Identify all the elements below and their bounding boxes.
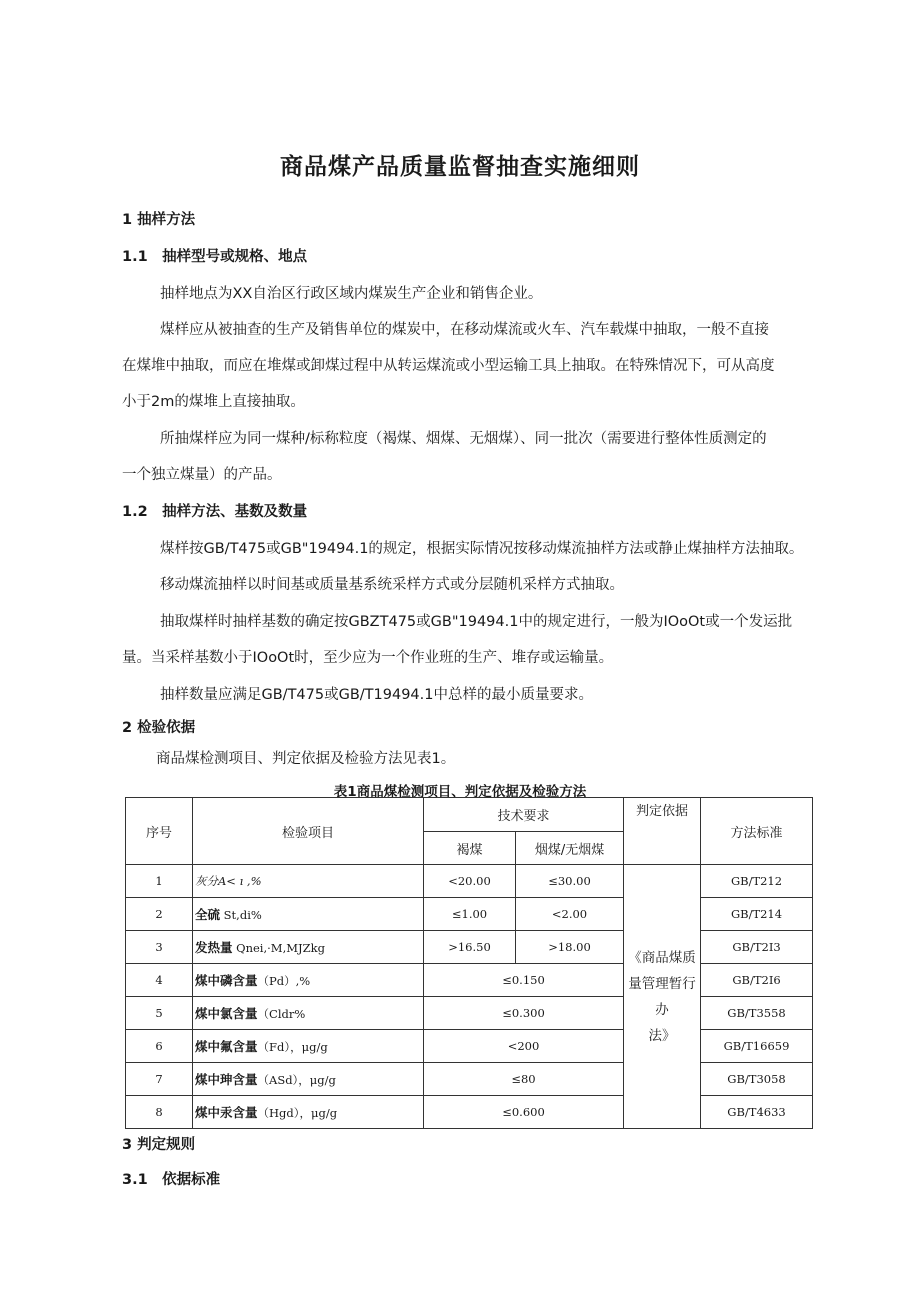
table-row	[126, 1030, 813, 1063]
basis-line: 量管理暂行	[628, 975, 696, 992]
row-no: 6	[126, 1030, 193, 1063]
row-lignite: <20.00	[424, 865, 516, 898]
table-row	[126, 898, 813, 931]
item-symbol: （Hgd），μg/g	[257, 1106, 338, 1120]
paragraph: 抽样地点为XX自治区行政区域内煤炭生产企业和销售企业。	[160, 286, 543, 302]
header-lignite: 褐煤	[424, 832, 516, 865]
item-name: 全硫	[195, 907, 221, 922]
paragraph-line: 一个独立煤量）的产品。	[122, 467, 282, 483]
row-method: GB/T2I6	[701, 964, 813, 997]
item-symbol: （ASd），μg/g	[257, 1073, 336, 1087]
row-no: 4	[126, 964, 193, 997]
row-no: 5	[126, 997, 193, 1030]
row-method: GB/T16659	[701, 1030, 813, 1063]
basis-line: 法》	[648, 1027, 676, 1044]
row-bituminous: <2.00	[516, 898, 624, 931]
row-bituminous: >18.00	[516, 931, 624, 964]
item-name: 煤中磷含量	[195, 973, 258, 988]
item-symbol: （Cldr%	[257, 1007, 306, 1021]
table-row	[126, 997, 813, 1030]
table-caption: 表1商品煤检测项目、判定依据及检验方法	[333, 784, 587, 800]
item-symbol: A< ı ,%	[218, 874, 262, 888]
paragraph: 商品煤检测项目、判定依据及检验方法见表1。	[156, 751, 456, 767]
row-requirement: ≤80	[424, 1063, 624, 1096]
row-item	[193, 997, 424, 1030]
row-item	[193, 931, 424, 964]
item-name: 发热量	[195, 940, 233, 955]
item-name: 灰分	[195, 874, 218, 888]
row-method: GB/T212	[701, 865, 813, 898]
row-item	[193, 964, 424, 997]
row-requirement: <200	[424, 1030, 624, 1063]
row-no: 1	[126, 865, 193, 898]
row-item	[193, 1030, 424, 1063]
paragraph-line: 量。当采样基数小于IOoOt时，至少应为一个作业班的生产、堆存或运输量。	[122, 650, 614, 666]
row-requirement: ≤0.150	[424, 964, 624, 997]
header-method: 方法标准	[701, 798, 813, 865]
row-method: GB/T3058	[701, 1063, 813, 1096]
row-requirement: ≤0.300	[424, 997, 624, 1030]
item-name: 煤中珅含量	[195, 1072, 258, 1087]
section-1-heading: 1 抽样方法	[122, 212, 196, 228]
paragraph: 抽样数量应满足GB/T475或GB/T19494.1中总样的最小质量要求。	[160, 687, 593, 703]
judgment-basis-cell	[624, 865, 701, 1129]
page-title: 商品煤产品质量监督抽查实施细则	[280, 154, 640, 180]
row-no: 2	[126, 898, 193, 931]
section-1-2-heading: 1.2 抽样方法、基数及数量	[122, 504, 308, 520]
header-seq: 序号	[126, 798, 193, 865]
paragraph-line: 所抽煤样应为同一煤种/标称粒度（褐煤、烟煤、无烟煤）、同一批次（需要进行整体性质测定的	[160, 431, 767, 447]
row-item	[193, 1063, 424, 1096]
item-name: 煤中氟含量	[195, 1039, 258, 1054]
row-no: 3	[126, 931, 193, 964]
item-name: 煤中汞含量	[195, 1105, 258, 1120]
paragraph-line: 抽取煤样时抽样基数的确定按GBZT475或GB"19494.1中的规定进行，一般为IOoOt或一个发运批	[160, 614, 793, 630]
inspection-table	[125, 797, 813, 1129]
section-2-heading: 2 检验依据	[122, 720, 196, 736]
table-row	[126, 1063, 813, 1096]
table-row	[126, 931, 813, 964]
header-item: 检验项目	[193, 798, 424, 865]
table-row	[126, 865, 813, 898]
header-tech: 技术要求	[424, 798, 624, 832]
section-3-1-heading: 3.1 依据标准	[122, 1172, 221, 1188]
row-no: 8	[126, 1096, 193, 1129]
row-method: GB/T214	[701, 898, 813, 931]
table-header-row	[126, 798, 813, 832]
table-row	[126, 964, 813, 997]
basis-line: 《商品煤质	[628, 949, 696, 966]
row-bituminous: ≤30.00	[516, 865, 624, 898]
row-method: GB/T2I3	[701, 931, 813, 964]
row-lignite: >16.50	[424, 931, 516, 964]
item-name: 煤中氯含量	[195, 1006, 258, 1021]
paragraph-line: 煤样应从被抽查的生产及销售单位的煤炭中，在移动煤流或火车、汽车载煤中抽取，一般不直接	[160, 322, 769, 338]
paragraph-line: 小于2m的煤堆上直接抽取。	[122, 394, 305, 410]
header-basis: 判定依据	[624, 798, 701, 865]
row-lignite: ≤1.00	[424, 898, 516, 931]
header-bituminous: 烟煤/无烟煤	[516, 832, 624, 865]
paragraph-line: 在煤堆中抽取，而应在堆煤或卸煤过程中从转运煤流或小型运输工具上抽取。在特殊情况下，可从高度	[122, 358, 775, 374]
item-symbol: St,di%	[223, 908, 262, 922]
row-item	[193, 898, 424, 931]
row-no: 7	[126, 1063, 193, 1096]
row-requirement: ≤0.600	[424, 1096, 624, 1129]
table-row	[126, 1096, 813, 1129]
row-method: GB/T4633	[701, 1096, 813, 1129]
row-method: GB/T3558	[701, 997, 813, 1030]
paragraph: 煤样按GB/T475或GB"19494.1的规定，根据实际情况按移动煤流抽样方法或静止煤抽样方法抽取。	[160, 541, 804, 557]
item-symbol: Qnei,·M,MJZkg	[236, 941, 325, 955]
row-item	[193, 1096, 424, 1129]
section-1-1-heading: 1.1 抽样型号或规格、地点	[122, 249, 308, 265]
item-symbol: （Fd），μg/g	[257, 1040, 328, 1054]
paragraph: 移动煤流抽样以时间基或质量基系统采样方式或分层随机采样方式抽取。	[160, 577, 624, 593]
section-3-heading: 3 判定规则	[122, 1137, 196, 1153]
basis-line: 办	[655, 1001, 669, 1018]
item-symbol: （Pd）,%	[257, 974, 311, 988]
row-item	[193, 865, 424, 898]
